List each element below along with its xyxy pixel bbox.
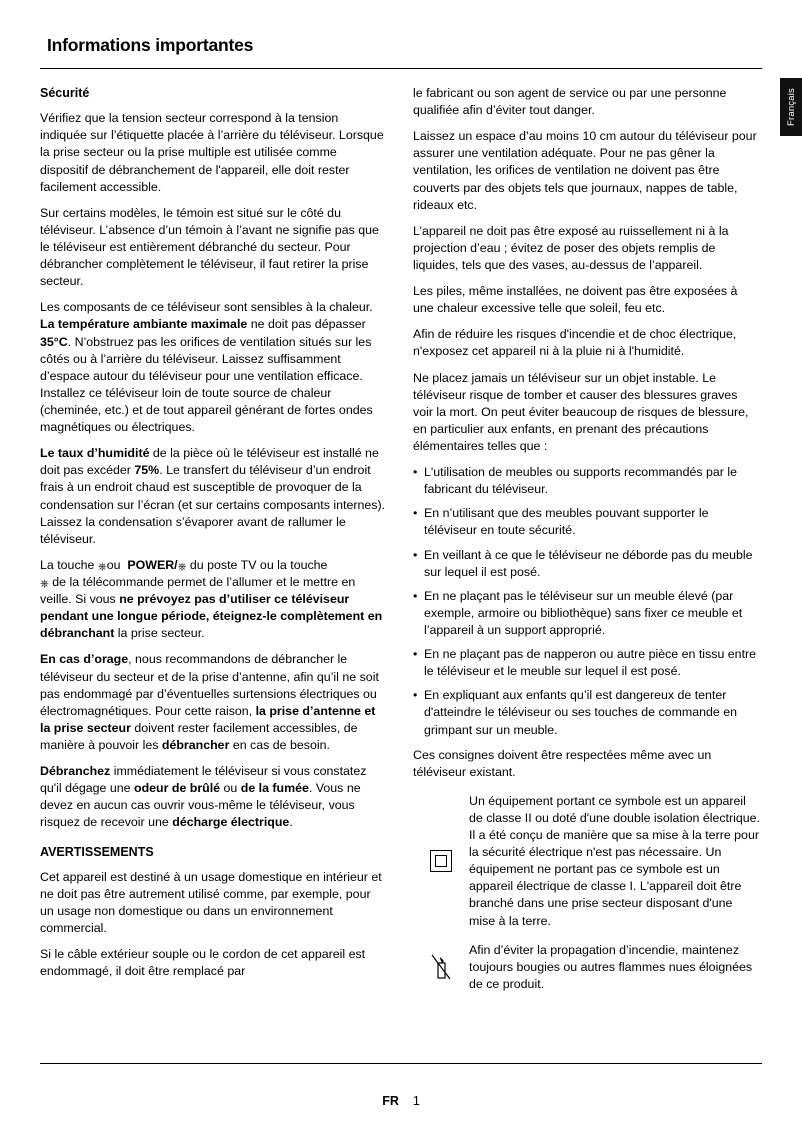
power-icon-3: ⎈: [40, 577, 49, 590]
text-frag: la prise secteur.: [114, 626, 205, 641]
section-heading-securite: Sécurité: [40, 86, 90, 100]
section-heading-avertissements: AVERTISSEMENTS: [40, 844, 154, 859]
list-item: • En expliquant aux enfants qu’il est dangereux de tenter d'atteindre le téléviseur ou ses touches de commande en grimpant sur un meuble.: [413, 687, 760, 738]
text-bold-long-period: ne prévoyez pas d’utiliser ce téléviseur pendant une longue période, éteignez-le complètement en débranchant: [40, 592, 383, 641]
icon-slot: [413, 850, 469, 872]
paragraph-water: L’appareil ne doit pas être exposé au ruissellement ni à la projection d’eau ; évitez de poser des objets remplis de liquides, tels que des vases, au-dessus de l’appareil.: [413, 223, 729, 272]
paragraph-damaged-cord: Si le câble extérieur souple ou le cordon de cet appareil est endommagé, il doit être remplacé par: [40, 947, 366, 979]
text-frag: de la télécommande permet de l’allumer et le mettre en veille. Si vous: [40, 574, 356, 607]
text-bold-storm: En cas d’orage: [40, 652, 129, 667]
text-frag: du poste TV ou la touche: [189, 557, 328, 572]
paragraph-fire-shock: Afin de réduire les risques d'incendie et de choc électrique, n'exposez cet appareil ni à la pluie ni à l'humidité.: [413, 327, 737, 359]
language-tab-francais: [780, 78, 802, 136]
text-bold-power: POWER/: [127, 557, 178, 572]
text-bold-unplug: débrancher: [161, 737, 230, 752]
footer-page-number: 1: [412, 1094, 420, 1108]
paragraph-unstable-surface: Ne placez jamais un téléviseur sur un objet instable. Le téléviseur risque de tomber et causer des blessures graves voir la mort. On peut éviter beaucoup de risques de blessure, en particulier aux enfants, en prenant des précautions élémentaires telles que :: [413, 370, 749, 453]
text-frag: de la pièce où le téléviseur est installé ne doit pas excéder: [40, 446, 379, 478]
footer-language-code: FR: [382, 1094, 399, 1108]
candle-text: Afin d’éviter la propagation d’incendie, maintenez toujours bougies ou autres flammes nues éloignées de ce produit.: [469, 942, 753, 991]
paragraph-ventilation-space: Laissez un espace d’au moins 10 cm autour du téléviseur pour assurer une ventilation adéquate. Pour ne pas gêner la ventilation, les orifices de ventilation ne doivent pas être couverts par des objets tels que journaux, nappes de table, rideaux etc.: [413, 129, 757, 212]
power-icon-2: ⎈: [177, 560, 187, 573]
list-item: • En ne plaçant pas le téléviseur sur un meuble élevé (par exemple, armoire ou bibliothèque) sans fixer ce meuble et l’appareil à un support approprié.: [413, 588, 760, 639]
text-bold-75: 75%: [134, 463, 160, 478]
text-bold-humidity: Le taux d’humidité: [40, 446, 150, 461]
text-frag: . Vous ne devez en aucun cas ouvrir vous-même le téléviseur, vous risquez de recevoir une: [40, 781, 361, 830]
text-bold-35c: 35°C: [40, 334, 68, 349]
page-footer: [0, 1094, 802, 1108]
page-title: Informations importantes: [47, 35, 254, 55]
title-divider: [40, 68, 762, 69]
text-bold-debranchez: Débranchez: [40, 764, 111, 779]
text-frag: doivent rester facilement accessibles, de manière à pouvoir les: [40, 720, 358, 752]
list-item: • En n’utilisant que des meubles pouvant supporter le téléviseur en toute sécurité.: [413, 505, 760, 539]
right-column: [413, 85, 760, 1003]
text-frag: en cas de besoin.: [229, 737, 330, 752]
paragraph-existing-tv: Ces consignes doivent être respectées même avec un téléviseur existant.: [413, 747, 712, 779]
text-frag: . Le transfert du téléviseur d’un endroit frais à un endroit chaud est susceptible de provoquer de la condensation sur l’écran (et sur certains composants internes). Laissez la condensation s’évaporer avant de rallumer le téléviseur.: [40, 463, 386, 546]
text-frag: immédiatement le téléviseur si vous constatez qu'il dégage une: [40, 764, 367, 796]
icon-slot: [413, 952, 469, 982]
text-frag: , nous recommandons de débrancher le téléviseur du secteur et de la prise d’antenne, afin qu’il ne soit pas endommagé par d’éventuelles surtensions électriques ou électromagnétiques. Pour cette raison,: [40, 652, 379, 718]
paragraph-domestic-use: Cet appareil est destiné à un usage domestique en intérieur et ne doit pas être autrement utilisé comme, par exemple, pour un usage non domestique ou dans un environnement commercial.: [40, 869, 382, 936]
text-frag: . N’obstruez pas les orifices de ventilation situés sur les côtés ou à l’arrière du téléviseur. Laissez suffisamment d’espace autour du téléviseur pour une ventilation efficace. Installez ce téléviseur loin de toute source de chaleur (cheminée, etc.) et de tout appareil générant de fortes ondes magnétiques ou électriques.: [40, 334, 373, 435]
list-item: • En veillant à ce que le téléviseur ne déborde pas du meuble sur lequel il est posé.: [413, 547, 760, 581]
paragraph-power-button: [40, 557, 387, 643]
paragraph-unplug-smoke: [40, 763, 387, 831]
class-ii-text: Un équipement portant ce symbole est un appareil de classe II ou doté d'une double isolation électrique. Il a été conçu de manière que sa mise à la terre pour la sécurité électrique n'est pas nécessaire. Un équipement ne portant pas ce symbole est un appareil électrique de classe I. L'appareil doit être branché dans une prise secteur disposant d'une mise à la terre.: [469, 793, 760, 928]
text-bold-sockets: la prise d’antenne et la prise secteur: [40, 703, 376, 735]
text-frag: La touche: [40, 557, 98, 572]
text-frag: Les composants de ce téléviseur sont sensibles à la chaleur.: [40, 300, 373, 315]
power-icon: ⎈: [97, 560, 107, 573]
safety-bullet-list: [413, 464, 760, 739]
paragraph-temperature: [40, 299, 387, 436]
footer-divider: [40, 1063, 762, 1064]
paragraph-manufacturer: le fabricant ou son agent de service ou par une personne qualifiée afin d’éviter tout danger.: [413, 86, 727, 118]
paragraph-voltage: Vérifiez que la tension secteur correspond à la tension indiquée sur l’étiquette placée à l’arrière du téléviseur. Lorsque la prise secteur ou la prise multiple est utilisée comme dispositif de débranchement de l'appareil, elle doit rester facilement accessible.: [40, 111, 384, 194]
text-bold-max-temp: La température ambiante maximale: [40, 317, 248, 332]
paragraph-indicator: Sur certains modèles, le témoin est situé sur le côté du téléviseur. L’absence d’un témoin à l’avant ne signifie pas que le téléviseur est entièrement débranché du secteur. Pour débrancher complètement le téléviseur, il faut retirer la prise secteur.: [40, 205, 379, 289]
paragraph-humidity: [40, 445, 387, 548]
double-insulation-icon: [430, 850, 452, 872]
language-tab-label: Français: [785, 87, 797, 127]
text-frag: .: [289, 815, 293, 830]
paragraph-batteries: Les piles, même installées, ne doivent pas être exposées à une chaleur excessive telle que soleil, feu etc.: [413, 284, 738, 316]
no-naked-flame-icon: [428, 952, 454, 982]
class-ii-notice: [413, 793, 760, 930]
left-column: [40, 85, 387, 1003]
text-bold-smoke: de la fumée: [240, 781, 309, 796]
text-bold-burn-smell: odeur de brûlé: [134, 781, 221, 796]
two-column-body: [40, 85, 762, 1003]
paragraph-storm: [40, 651, 387, 754]
candle-notice: [413, 942, 760, 993]
text-frag: ou: [220, 781, 241, 796]
text-frag: ou: [106, 557, 121, 572]
text-frag: ne doit pas dépasser: [247, 317, 366, 332]
list-item: • En ne plaçant pas de napperon ou autre pièce en tissu entre le téléviseur et le meuble sur lequel il est posé.: [413, 646, 760, 680]
text-bold-shock: décharge électrique: [172, 815, 290, 830]
list-item: • L'utilisation de meubles ou supports recommandés par le fabricant du téléviseur.: [413, 464, 760, 498]
